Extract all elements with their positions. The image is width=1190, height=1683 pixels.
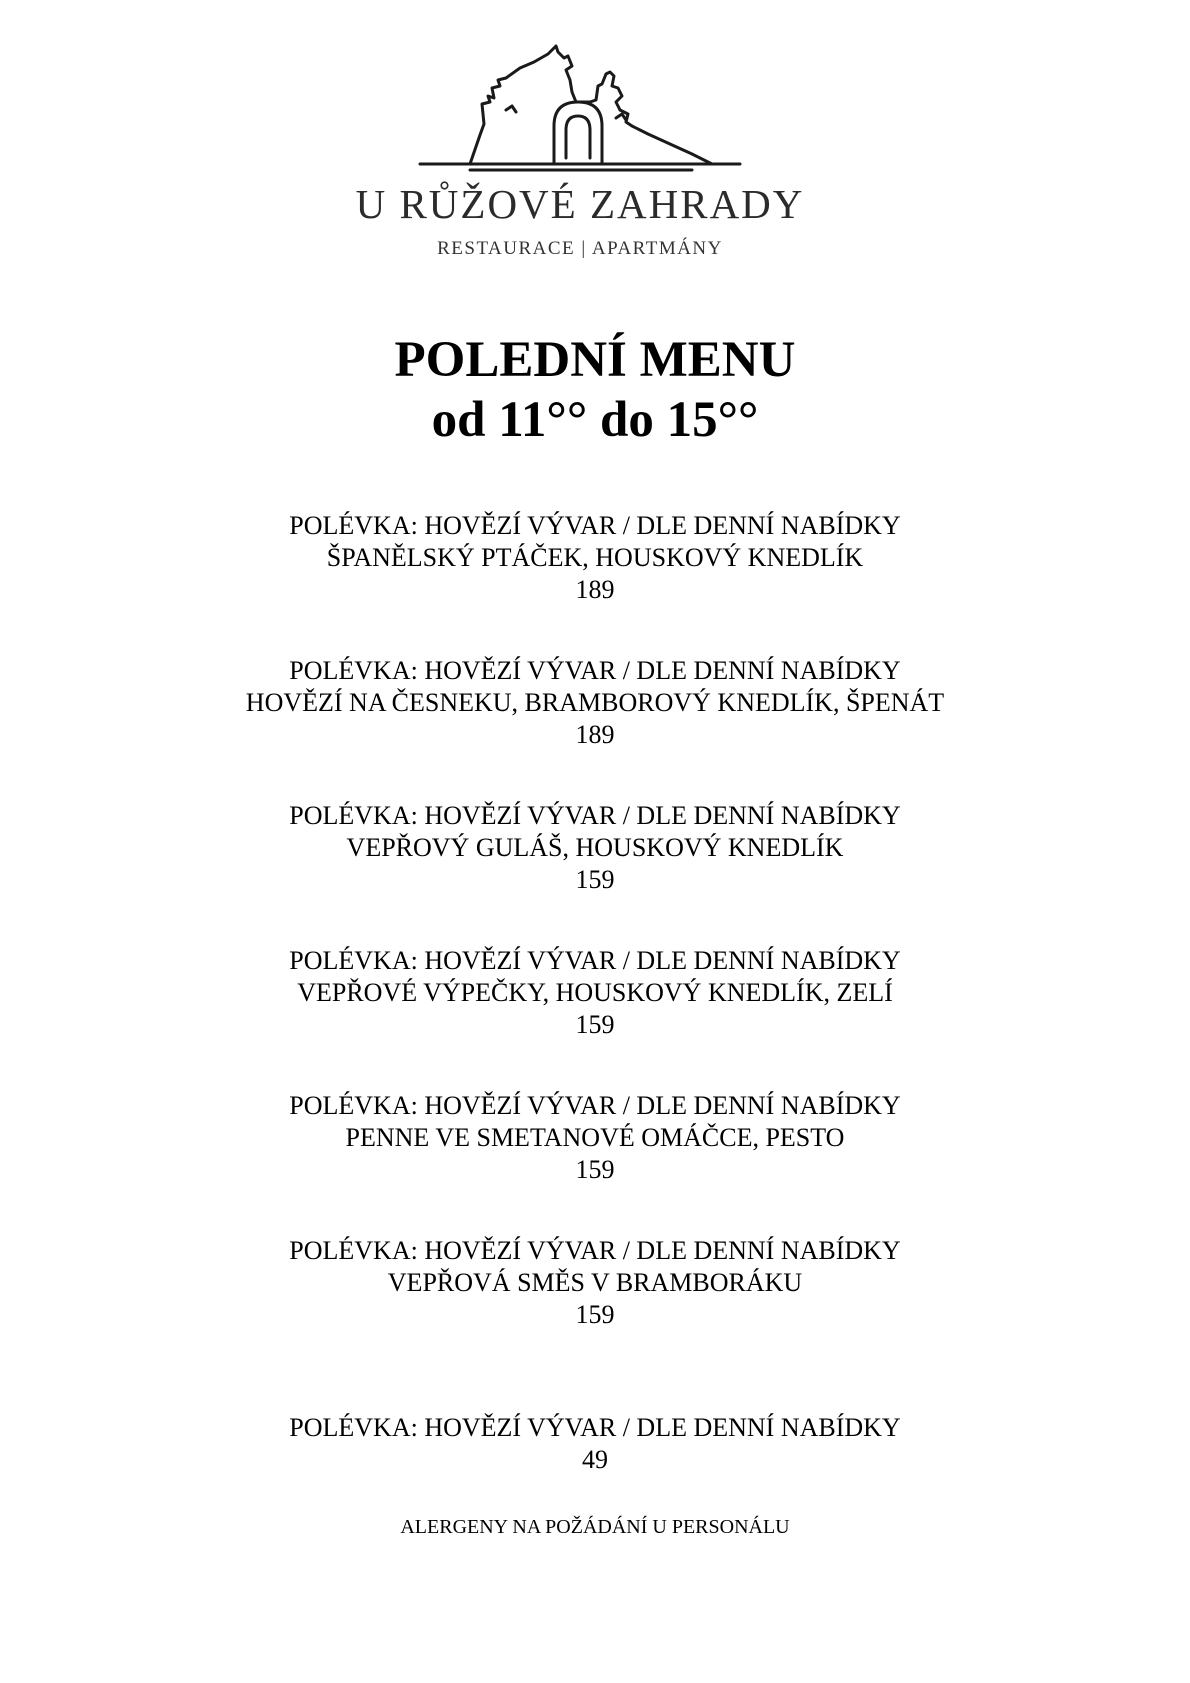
menu-item [0, 510, 1190, 606]
menu-item-dish: HOVĚZÍ NA ČESNEKU, BRAMBOROVÝ KNEDLÍK, ŠPENÁT [245, 688, 945, 717]
menu-item-dish: ŠPANĚLSKÝ PTÁČEK, HOUSKOVÝ KNEDLÍK [326, 543, 864, 572]
menu-item [0, 655, 1190, 751]
restaurant-name: U RŮŽOVÉ ZAHRADY [355, 181, 805, 227]
menu-item-price: 189 [575, 720, 615, 749]
menu-list [0, 510, 1190, 1380]
menu-item [0, 1090, 1190, 1186]
page-title [0, 330, 1190, 450]
menu-item-soup: POLÉVKA: HOVĚZÍ VÝVAR / DLE DENNÍ NABÍDKY [289, 1236, 901, 1265]
menu-item-dish: PENNE VE SMETANOVÉ OMÁČCE, PESTO [345, 1123, 845, 1152]
menu-item-price: 159 [575, 865, 615, 894]
menu-item-price: 189 [575, 575, 615, 604]
menu-item [0, 1235, 1190, 1331]
castle-gate-icon [320, 40, 840, 180]
menu-item-dish: VEPŘOVÝ GULÁŠ, HOUSKOVÝ KNEDLÍK [346, 833, 844, 862]
menu-item-price: 159 [575, 1155, 615, 1184]
allergen-note: ALERGENY NA POŽÁDÁNÍ U PERSONÁLU [400, 1516, 790, 1538]
menu-item-soup: POLÉVKA: HOVĚZÍ VÝVAR / DLE DENNÍ NABÍDKY [289, 801, 901, 830]
menu-item-price: 159 [575, 1300, 615, 1329]
menu-item-soup: POLÉVKA: HOVĚZÍ VÝVAR / DLE DENNÍ NABÍDKY [289, 656, 901, 685]
menu-item [0, 800, 1190, 896]
restaurant-subtitle: RESTAURACE | APARTMÁNY [437, 238, 723, 259]
menu-item-soup: POLÉVKA: HOVĚZÍ VÝVAR / DLE DENNÍ NABÍDKY [289, 946, 901, 975]
menu-item-soup: POLÉVKA: HOVĚZÍ VÝVAR / DLE DENNÍ NABÍDKY [289, 1091, 901, 1120]
soup-only-price: 49 [582, 1445, 608, 1474]
menu-item [0, 945, 1190, 1041]
soup-only-label: POLÉVKA: HOVĚZÍ VÝVAR / DLE DENNÍ NABÍDKY [289, 1413, 901, 1442]
restaurant-logo [320, 40, 840, 270]
title-hours: od 11°° do 15°° [431, 392, 759, 448]
menu-item-dish: VEPŘOVÁ SMĚS V BRAMBORÁKU [387, 1268, 803, 1297]
title-line-1: POLEDNÍ MENU [394, 332, 796, 388]
soup-only-item [0, 1412, 1190, 1476]
menu-item-dish: VEPŘOVÉ VÝPEČKY, HOUSKOVÝ KNEDLÍK, ZELÍ [297, 978, 893, 1007]
menu-item-soup: POLÉVKA: HOVĚZÍ VÝVAR / DLE DENNÍ NABÍDKY [289, 511, 901, 540]
menu-item-price: 159 [575, 1010, 615, 1039]
